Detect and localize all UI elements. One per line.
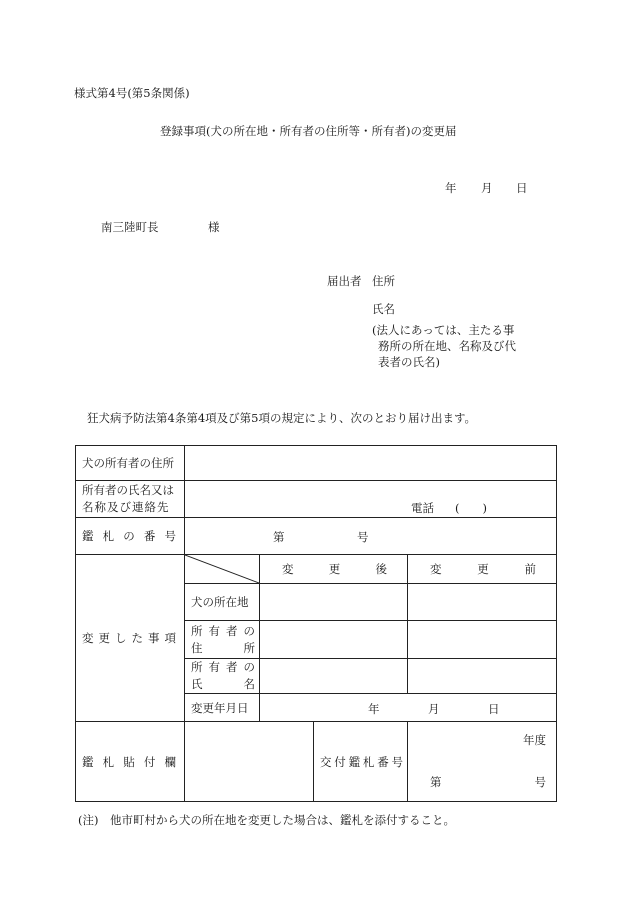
after-header: 変 更 後 — [260, 555, 408, 584]
change-date-year: 年 — [368, 702, 380, 716]
tag-go: 号 — [357, 530, 369, 544]
issued-tag-number-field[interactable] — [408, 722, 557, 802]
date-month: 月 — [481, 181, 493, 195]
owner-name-change-label: 所 有 者 の 氏 名 — [185, 659, 260, 694]
addressee-honorific: 様 — [208, 220, 220, 234]
tag-affix-area[interactable] — [185, 722, 314, 802]
fiscal-year-label: 年度 — [523, 733, 546, 747]
owner-name-field[interactable] — [185, 481, 557, 518]
registration-change-table — [75, 445, 557, 802]
owner-address-before-field[interactable] — [408, 621, 557, 659]
owner-address-change-label: 所 有 者 の 住 所 — [185, 621, 260, 659]
tag-dai: 第 — [273, 530, 285, 544]
owner-name-before-field[interactable] — [408, 659, 557, 694]
issued-dai: 第 — [430, 775, 442, 789]
date-day: 日 — [516, 181, 528, 195]
tag-number-field[interactable] — [185, 518, 557, 555]
before-header: 変 更 前 — [408, 555, 557, 584]
change-date-day: 日 — [488, 702, 500, 716]
tag-number-label: 鑑 札 の 番 号 — [76, 518, 185, 555]
footnote: (注) 他市町村から犬の所在地を変更した場合は、鑑札を添付すること。 — [78, 813, 455, 827]
diagonal-header-cell — [185, 555, 260, 584]
owner-address-label: 犬の所有者の住所 — [76, 446, 185, 481]
corp-note-line3: 表者の氏名) — [378, 355, 440, 369]
applicant-name-label: 氏名 — [372, 302, 395, 316]
change-date-label: 変更年月日 — [185, 694, 260, 722]
page-title: 登録事項(犬の所在地・所有者の住所等・所有者)の変更届 — [160, 124, 457, 138]
owner-name-after-field[interactable] — [260, 659, 408, 694]
change-date-field[interactable] — [260, 694, 557, 722]
owner-address-field[interactable] — [185, 446, 557, 481]
dog-location-before-field[interactable] — [408, 584, 557, 621]
applicant-label: 届出者 — [327, 274, 362, 288]
date-year: 年 — [445, 181, 457, 195]
owner-address-after-field[interactable] — [260, 621, 408, 659]
applicant-address-label: 住所 — [372, 274, 395, 288]
phone-label: 電話 — [411, 501, 434, 515]
corp-note-line2: 務所の所在地、名称及び代 — [378, 339, 516, 353]
tag-affix-label: 鑑 札 貼 付 欄 — [76, 722, 185, 802]
owner-name-label: 所有者の氏名又は 名称及び連絡先 — [76, 481, 185, 518]
body-text: 狂犬病予防法第4条第4項及び第5項の規定により、次のとおり届け出ます。 — [87, 411, 477, 425]
dog-location-label: 犬の所在地 — [185, 584, 260, 621]
addressee-name: 南三陸町長 — [101, 220, 159, 234]
changed-items-label: 変 更 し た 事 項 — [76, 555, 185, 722]
issued-tag-number-label: 交 付 鑑 札 番 号 — [314, 722, 408, 802]
change-date-month: 月 — [428, 702, 440, 716]
form-number: 様式第4号(第5条関係) — [74, 86, 190, 100]
issued-go: 号 — [534, 775, 546, 789]
phone-paren: ( ) — [455, 501, 487, 515]
corp-note-line1: (法人にあっては、主たる事 — [372, 323, 515, 337]
dog-location-after-field[interactable] — [260, 584, 408, 621]
